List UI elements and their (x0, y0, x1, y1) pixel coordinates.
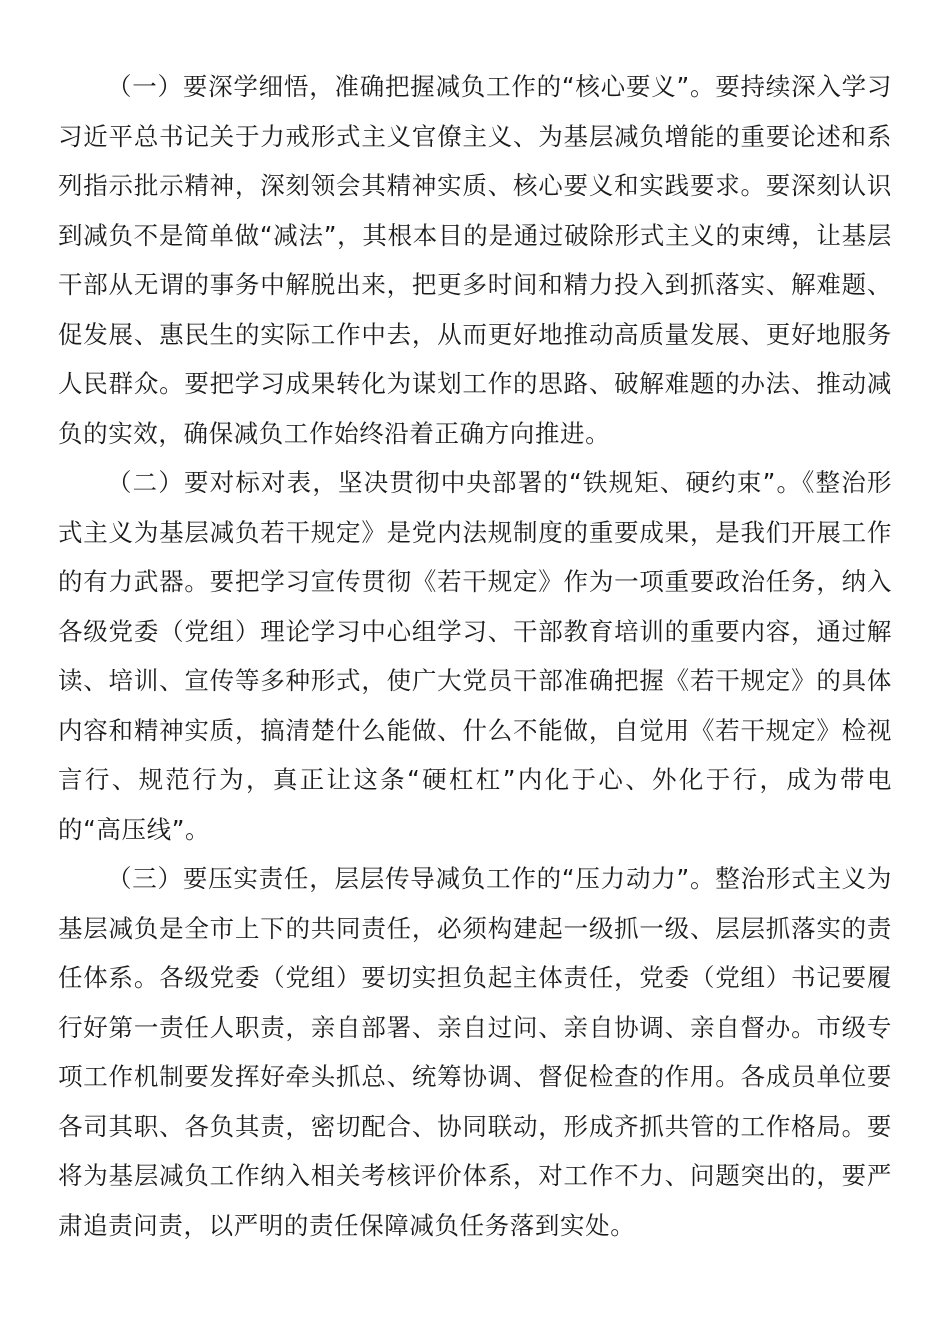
paragraph-1: （一）要深学细悟，准确把握减负工作的“核心要义”。要持续深入学习习近平总书记关于力戒形式主义官僚主义、为基层减负增能的重要论述和系列指示批示精神，深刻领会其精神实质、核心要义和实践要求。要深刻认识到减负不是简单做“减法”，其根本目的是通过破除形式主义的束缚，让基层干部从无谓的事务中解脱出来，把更多时间和精力投入到抓落实、解难题、促发展、惠民生的实际工作中去，从而更好地推动高质量发展、更好地服务人民群众。要把学习成果转化为谋划工作的思路、破解难题的办法、推动减负的实效，确保减负工作始终沿着正确方向推进。 (58, 72, 892, 448)
document-body (58, 62, 892, 1250)
paragraph-2: （二）要对标对表，坚决贯彻中央部署的“铁规矩、硬约束”。《整治形式主义为基层减负若干规定》是党内法规制度的重要成果，是我们开展工作的有力武器。要把学习宣传贯彻《若干规定》作为一项重要政治任务，纳入各级党委（党组）理论学习中心组学习、干部教育培训的重要内容，通过解读、培训、宣传等多种形式，使广大党员干部准确把握《若干规定》的具体内容和精神实质，搞清楚什么能做、什么不能做，自觉用《若干规定》检视言行、规范行为，真正让这条“硬杠杠”内化于心、外化于行，成为带电的“高压线”。 (58, 468, 892, 844)
paragraph-3: （三）要压实责任，层层传导减负工作的“压力动力”。整治形式主义为基层减负是全市上下的共同责任，必须构建起一级抓一级、层层抓落实的责任体系。各级党委（党组）要切实担负起主体责任，党委（党组）书记要履行好第一责任人职责，亲自部署、亲自过问、亲自协调、亲自督办。市级专项工作机制要发挥好牵头抓总、统筹协调、督促检查的作用。各成员单位要各司其职、各负其责，密切配合、协同联动，形成齐抓共管的工作格局。要将为基层减负工作纳入相关考核评价体系，对工作不力、问题突出的，要严肃追责问责，以严明的责任保障减负任务落到实处。 (58, 864, 892, 1240)
